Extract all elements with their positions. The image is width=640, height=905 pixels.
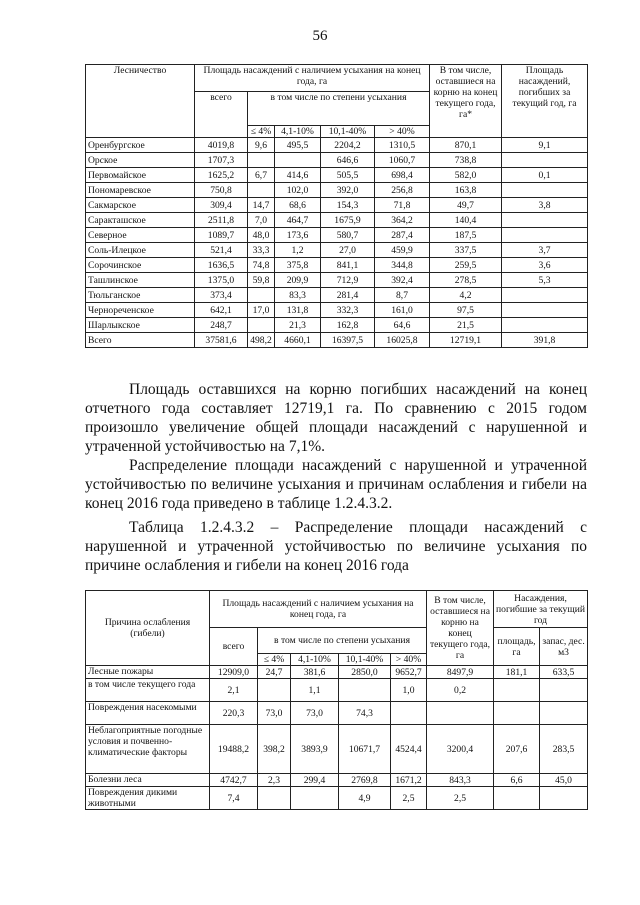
table2-caption: Таблица 1.2.4.3.2 – Распределение площади насаждений с нарушенной и утраченной устойчивостью по величине усыхания по причине ослабления и гибели на конец 2016 года: [85, 519, 587, 574]
cell-d1: 33,3: [248, 243, 275, 258]
cell-d3: 2769,8: [339, 774, 391, 787]
header-d3: 10,1-40%: [339, 654, 391, 666]
cell-remaining: 12719,1: [430, 333, 502, 348]
cell-name: Чернореченское: [86, 303, 195, 318]
cell-dead: [502, 303, 588, 318]
cell-d2: 375,8: [275, 258, 321, 273]
cell-d4: 392,4: [375, 273, 430, 288]
table-row: [86, 198, 588, 213]
cell-d1: [258, 787, 291, 810]
cell-total: 2,1: [210, 679, 258, 702]
cell-d2: 68,6: [275, 198, 321, 213]
cell-d1: 6,7: [248, 168, 275, 183]
cell-d3: 1675,9: [321, 213, 375, 228]
cell-dead_area: 207,6: [494, 725, 540, 774]
cell-d4: 364,2: [375, 213, 430, 228]
cell-total: 248,7: [195, 318, 248, 333]
cell-d1: 14,7: [248, 198, 275, 213]
cell-remaining: 187,5: [430, 228, 502, 243]
cell-remaining: 0,2: [427, 679, 494, 702]
cell-d3: 27,0: [321, 243, 375, 258]
cell-d2: 495,5: [275, 138, 321, 153]
cell-d4: 64,6: [375, 318, 430, 333]
cell-d1: [248, 288, 275, 303]
cell-d3: 16397,5: [321, 333, 375, 348]
table-row: [86, 228, 588, 243]
cell-d1: 2,3: [258, 774, 291, 787]
paragraph-2: Распределение площади насаждений с нарушенной и утраченной устойчивостью по величине усыхания и причинам ослабления и гибели на конец 2016 года приведено в таблице 1.2.4.3.2.: [85, 457, 587, 512]
cell-name: Тюльганское: [86, 288, 195, 303]
cell-dead_stock: 283,5: [540, 725, 588, 774]
cell-total: 7,4: [210, 787, 258, 810]
cell-remaining: 843,3: [427, 774, 494, 787]
cell-name: Шарлыкское: [86, 318, 195, 333]
header-d2: 4,1-10%: [275, 126, 321, 138]
cell-d4: 459,9: [375, 243, 430, 258]
cell-d3: 2204,2: [321, 138, 375, 153]
cell-remaining: 8497,9: [427, 666, 494, 679]
header-degree-group: в том числе по степени усыхания: [248, 92, 430, 126]
cell-d2: 73,0: [291, 702, 339, 725]
header-total: всего: [210, 628, 258, 666]
cell-d2: 464,7: [275, 213, 321, 228]
cell-d4: 698,4: [375, 168, 430, 183]
table-row: [86, 333, 588, 348]
table-row: [86, 168, 588, 183]
cell-name: Оренбургское: [86, 138, 195, 153]
table2-caption-block: [85, 518, 587, 575]
table-row: [86, 787, 588, 810]
cell-d3: 2850,0: [339, 666, 391, 679]
cell-dead: 5,3: [502, 273, 588, 288]
cell-dead_area: 181,1: [494, 666, 540, 679]
cell-dead_area: [494, 787, 540, 810]
cell-d3: 162,8: [321, 318, 375, 333]
cell-remaining: 870,1: [430, 138, 502, 153]
cell-name: Первомайское: [86, 168, 195, 183]
paragraph-1: Площадь оставшихся на корню погибших насаждений на конец отчетного года составляет 12719,1 га. По сравнению с 2015 годом произошло увеличение общей площади насаждений с нарушенной и утраченной устойчивостью на 7,1%.: [85, 381, 587, 455]
cell-remaining: 49,7: [430, 198, 502, 213]
cell-d4: 4524,4: [391, 725, 427, 774]
cell-d1: 17,0: [248, 303, 275, 318]
cell-remaining: [427, 702, 494, 725]
cell-total: 1636,5: [195, 258, 248, 273]
cell-dead: [502, 228, 588, 243]
causes-table: [85, 590, 588, 810]
cell-total: 642,1: [195, 303, 248, 318]
header-d4: > 40%: [391, 654, 427, 666]
cell-d3: 505,5: [321, 168, 375, 183]
header-area-group: Площадь насаждений с наличием усыхания на конец года, га: [195, 65, 430, 92]
cell-d4: 1,0: [391, 679, 427, 702]
cell-d2: 4660,1: [275, 333, 321, 348]
cell-dead: 0,1: [502, 168, 588, 183]
cell-name: Болезни леса: [86, 774, 210, 787]
cell-d4: 2,5: [391, 787, 427, 810]
cell-d4: 16025,8: [375, 333, 430, 348]
cell-d1: 59,8: [248, 273, 275, 288]
table-row: [86, 774, 588, 787]
header-total: всего: [195, 92, 248, 138]
cell-remaining: 738,8: [430, 153, 502, 168]
cell-d4: 71,8: [375, 198, 430, 213]
cell-dead: 9,1: [502, 138, 588, 153]
cell-d4: 1310,5: [375, 138, 430, 153]
cell-total: 1089,7: [195, 228, 248, 243]
cell-remaining: 2,5: [427, 787, 494, 810]
table-row: [86, 183, 588, 198]
cell-d3: 646,6: [321, 153, 375, 168]
cell-d3: 332,3: [321, 303, 375, 318]
cell-d2: 3893,9: [291, 725, 339, 774]
header-remaining: В том числе, оставшиеся на корню на конец текущего года, га*: [430, 65, 502, 138]
cell-dead_stock: 45,0: [540, 774, 588, 787]
cell-total: 373,4: [195, 288, 248, 303]
header-cause: Причина ослабления (гибели): [86, 591, 210, 666]
cell-d3: 712,9: [321, 273, 375, 288]
table-row: [86, 258, 588, 273]
header-d2: 4,1-10%: [291, 654, 339, 666]
cell-d1: 48,0: [248, 228, 275, 243]
table-row: [86, 273, 588, 288]
body-text: [85, 380, 587, 513]
cell-d1: 9,6: [248, 138, 275, 153]
cell-d2: 102,0: [275, 183, 321, 198]
header-dead-area: Площадь насаждений, погибших за текущий год, га: [502, 65, 588, 138]
cell-name: Орское: [86, 153, 195, 168]
table-row: [86, 702, 588, 725]
header-d4: > 40%: [375, 126, 430, 138]
cell-d2: 209,9: [275, 273, 321, 288]
cell-remaining: 259,5: [430, 258, 502, 273]
cell-dead_stock: 633,5: [540, 666, 588, 679]
cell-d1: 73,0: [258, 702, 291, 725]
cell-dead: [502, 153, 588, 168]
header-dead-area: площадь, га: [494, 628, 540, 666]
cell-d2: 381,6: [291, 666, 339, 679]
cell-dead_stock: [540, 679, 588, 702]
cell-dead_stock: [540, 702, 588, 725]
cell-total: 4742,7: [210, 774, 258, 787]
cell-remaining: 337,5: [430, 243, 502, 258]
cell-d4: 256,8: [375, 183, 430, 198]
cell-name: Сакмарское: [86, 198, 195, 213]
cell-name: в том числе текущего года: [86, 679, 210, 702]
cell-d4: 9652,7: [391, 666, 427, 679]
cell-d2: [291, 787, 339, 810]
cell-total: 1375,0: [195, 273, 248, 288]
cell-name: Ташлинское: [86, 273, 195, 288]
header-dead-stock: запас, дес. м3: [540, 628, 588, 666]
cell-total: 2511,8: [195, 213, 248, 228]
table-row: [86, 303, 588, 318]
cell-total: 12909,0: [210, 666, 258, 679]
cell-remaining: 278,5: [430, 273, 502, 288]
cell-name: Сорочинское: [86, 258, 195, 273]
table-row: [86, 679, 588, 702]
cell-d2: 173,6: [275, 228, 321, 243]
cell-dead: [502, 213, 588, 228]
cell-d1: 498,2: [248, 333, 275, 348]
cell-remaining: 582,0: [430, 168, 502, 183]
cell-dead_area: [494, 702, 540, 725]
cell-name: Повреждения насекомыми: [86, 702, 210, 725]
header-area-group: Площадь насаждений с наличием усыхания на конец года, га: [210, 591, 427, 628]
cell-d2: 299,4: [291, 774, 339, 787]
cell-dead: 391,8: [502, 333, 588, 348]
cell-dead_area: 6,6: [494, 774, 540, 787]
cell-d2: 83,3: [275, 288, 321, 303]
forestry-table: [85, 64, 588, 348]
header-d3: 10,1-40%: [321, 126, 375, 138]
cell-total: 220,3: [210, 702, 258, 725]
cell-d1: 398,2: [258, 725, 291, 774]
cell-d4: 8,7: [375, 288, 430, 303]
cell-d4: 1671,2: [391, 774, 427, 787]
cell-d3: 841,1: [321, 258, 375, 273]
cell-d3: [339, 679, 391, 702]
cell-d1: [248, 153, 275, 168]
cell-total: 309,4: [195, 198, 248, 213]
cell-total: 4019,8: [195, 138, 248, 153]
table-row: [86, 213, 588, 228]
cell-d1: [248, 183, 275, 198]
cell-d1: [258, 679, 291, 702]
table-row: [86, 725, 588, 774]
cell-d2: [275, 153, 321, 168]
cell-dead: 3,7: [502, 243, 588, 258]
table-row: [86, 288, 588, 303]
cell-total: 37581,6: [195, 333, 248, 348]
cell-name: Лесные пожары: [86, 666, 210, 679]
header-d1: ≤ 4%: [248, 126, 275, 138]
table-row: [86, 243, 588, 258]
header-degree-group: в том числе по степени усыхания: [258, 628, 427, 654]
cell-d4: 287,4: [375, 228, 430, 243]
header-dead-group: Насаждения, погибшие за текущий год: [494, 591, 588, 628]
cell-remaining: 3200,4: [427, 725, 494, 774]
cell-remaining: 140,4: [430, 213, 502, 228]
cell-d2: 1,2: [275, 243, 321, 258]
cell-d3: 580,7: [321, 228, 375, 243]
cell-d1: 7,0: [248, 213, 275, 228]
cell-d2: 414,6: [275, 168, 321, 183]
cell-d4: 344,8: [375, 258, 430, 273]
cell-total: 1625,2: [195, 168, 248, 183]
cell-d1: 24,7: [258, 666, 291, 679]
cell-remaining: 4,2: [430, 288, 502, 303]
cell-dead: [502, 183, 588, 198]
table-row: [86, 318, 588, 333]
cell-remaining: 97,5: [430, 303, 502, 318]
cell-remaining: 21,5: [430, 318, 502, 333]
cell-d3: 392,0: [321, 183, 375, 198]
cell-total: 19488,2: [210, 725, 258, 774]
cell-name: Пономаревское: [86, 183, 195, 198]
header-remaining: В том числе, оставшиеся на корню на конец текущего года, га: [427, 591, 494, 666]
cell-d4: 161,0: [375, 303, 430, 318]
cell-d3: 4,9: [339, 787, 391, 810]
cell-d1: 74,8: [248, 258, 275, 273]
cell-dead_stock: [540, 787, 588, 810]
cell-d3: 154,3: [321, 198, 375, 213]
cell-name: Соль-Илецкое: [86, 243, 195, 258]
cell-d3: 74,3: [339, 702, 391, 725]
cell-total: 750,8: [195, 183, 248, 198]
cell-dead: 3,6: [502, 258, 588, 273]
cell-d4: 1060,7: [375, 153, 430, 168]
cell-name: Саракташское: [86, 213, 195, 228]
cell-dead: [502, 318, 588, 333]
cell-dead: [502, 288, 588, 303]
cell-name: Неблагоприятные погодные условия и почвенно-климатические факторы: [86, 725, 210, 774]
header-forestry: Лесничество: [86, 65, 195, 138]
cell-name: Повреждения дикими животными: [86, 787, 210, 810]
header-d1: ≤ 4%: [258, 654, 291, 666]
cell-dead_area: [494, 679, 540, 702]
cell-d2: 131,8: [275, 303, 321, 318]
cell-d2: 1,1: [291, 679, 339, 702]
cell-remaining: 163,8: [430, 183, 502, 198]
cell-total: 521,4: [195, 243, 248, 258]
table-row: [86, 138, 588, 153]
cell-d4: [391, 702, 427, 725]
cell-dead: 3,8: [502, 198, 588, 213]
cell-d3: 281,4: [321, 288, 375, 303]
cell-d2: 21,3: [275, 318, 321, 333]
cell-total: 1707,3: [195, 153, 248, 168]
cell-d1: [248, 318, 275, 333]
cell-name: Всего: [86, 333, 195, 348]
cell-name: Северное: [86, 228, 195, 243]
page-number: 56: [312, 28, 328, 44]
table-row: [86, 666, 588, 679]
cell-d3: 10671,7: [339, 725, 391, 774]
table-row: [86, 153, 588, 168]
